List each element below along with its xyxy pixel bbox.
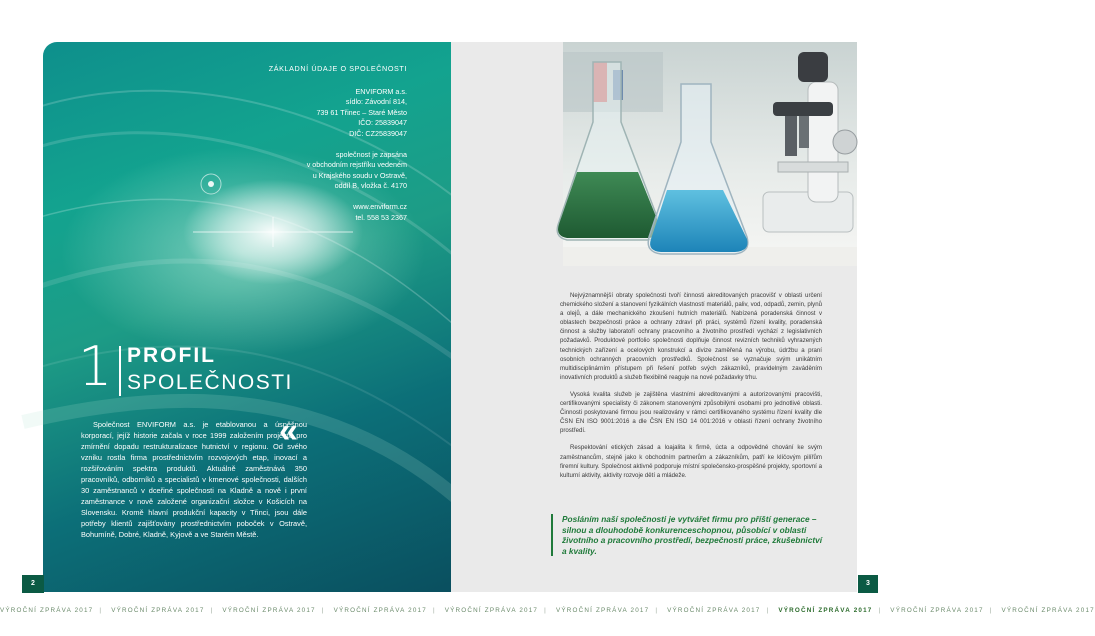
mission-statement: Posláním naší společnosti je vytvářet firmu pro příští generace – silnou a dlouhodobě konkurenceschopnou, působící v oblasti životního a pracovního prostředí, bezpečnosti práce, zkušebnictví a kvality. [551, 514, 824, 556]
registry-line: v obchodním rejstříku vedeném [306, 160, 407, 170]
company-city: 739 61 Třinec – Staré Město [316, 107, 407, 117]
footer-label: VÝROČNÍ ZPRÁVA 2017 [111, 607, 205, 614]
chapter-title-divider [119, 346, 121, 396]
page-number-right: 3 [858, 575, 878, 593]
footer-label: VÝROČNÍ ZPRÁVA 2017 [444, 607, 539, 614]
intro-paragraph: Společnost ENVIFORM a.s. je etablovanou a úspěšnou korporací, jejíž historie začala v roce 1999 založením projektu pro zmírnění dopadu restrukturalizace hutnictví v regionu. Od svého vzniku rostla firma prostřednictvím rozvojových etap, inovací a rozšiřováním spektra produktů. Aktuálně zaměstnává 350 pracovníků, odborníků a specialistů v kmenové společnosti, dalších 30 zaměstnanců v dceřiné společnosti na Kladně a nově i první zaměstnance v nově založené organizační složce v Košicích na Slovensku. Kromě hlavní produkční kapacity v Třinci, jsou dále potřeby klientů zajišťovány prostřednictvím poboček v Ostravě, Bohumíně, Dobré, Kladně, Kyjově a ve Starém Městě. [81, 420, 307, 539]
chapter-title-line1: PROFIL [127, 344, 216, 367]
company-info [207, 64, 407, 223]
body-paragraph: Vysoká kvalita služeb je zajištěna vlastními akreditovanými a autorizovanými pracovišti, certifikovanými specialisty či zákonem stanovenými způsobilými osobami pro jednotlivé oblasti. Činnosti poskytované firmou jsou realizovány v rámci certifikovaného systému řízení kvality dle ČSN EN ISO 9001:2016 a dle ČSN EN ISO 14 001:2016 v oblasti řízení ochrany životního prostředí. [560, 390, 822, 435]
company-address: sídlo: Závodní 814, [345, 97, 407, 107]
footer-label: VÝROČNÍ ZPRÁVA 2017 [555, 607, 650, 614]
footer-label: VÝROČNÍ ZPRÁVA 2017 [222, 607, 316, 614]
chapter-title-line2: SPOLEČNOSTI [127, 371, 293, 394]
footer-label: VÝROČNÍ ZPRÁVA 2017 [890, 607, 984, 614]
laboratory-photo [563, 42, 857, 266]
registry-line: společnost je zapsána [335, 149, 407, 159]
registry-line: oddíl B, vložka č. 4170 [334, 181, 407, 191]
company-dic: DIČ: CZ25839047 [349, 128, 407, 138]
footer-strip: VÝROČNÍ ZPRÁVA 2017 | VÝROČNÍ ZPRÁVA 2017 | VÝROČNÍ ZPRÁVA 2017 | VÝROČNÍ ZPRÁVA 2017 | VÝROČNÍ ZPRÁVA 2017 | VÝROČNÍ ZPRÁVA 2017 | VÝROČNÍ ZPRÁVA 2017 | VÝROČNÍ ZPRÁVA 2017 | VÝROČNÍ ZPRÁVA 2017 | VÝROČNÍ ZPRÁVA 2017 [0, 607, 1095, 614]
chapter-number: 1 [78, 335, 113, 398]
footer-label: VÝROČNÍ ZPRÁVA 2017 [667, 607, 761, 614]
phone-number: tel. 558 53 2367 [355, 212, 407, 222]
website-link[interactable]: www.enviform.cz [353, 201, 407, 211]
footer-label: VÝROČNÍ ZPRÁVA 2017 [333, 607, 427, 614]
flask-microscope-image [563, 42, 857, 266]
chapter-title [127, 342, 293, 396]
footer-label: VÝROČNÍ ZPRÁVA 2017 [1001, 607, 1095, 614]
registry-line: u Krajského soudu v Ostravě, [312, 170, 407, 180]
body-paragraph: Nejvýznamnější obraty společnosti tvoří činnosti akreditovaných pracovišť v oblasti určení chemického složení a stanovení fyzikálních vlastností materiálů, paliv, vod, odpadů, zemin, plynů a olejů, a dále mechanického zkoušení hutních materiálů. Nabízená poradenská činnost v oblastech bezpečnosti práce a ochrany zdraví při práci, systémů řízení kvality, poradenská činnost a služby laboratoří ochrany pracovního a životního prostředí vychází z legislativních požadavků. Produktové portfolio společnosti doplňuje činnost revizních techniků vyhrazených technických zařízení a ocelových konstrukcí a divize zaměřená na výrobu, údržbu a praní osobních ochranných pracovních prostředků. Společnost se vyznačuje svým unikátním multidisciplinárním přístupem při řešení potřeb svých zákazníků, pravidelným zaváděním inovativních produktů a služeb flexibilně reaguje na nové požadavky trhu. [560, 292, 822, 381]
footer-label: VÝROČNÍ ZPRÁVA 2017 [0, 607, 94, 614]
footer-label-highlighted: VÝROČNÍ ZPRÁVA 2017 [778, 607, 873, 614]
page-number-left: 2 [22, 575, 44, 593]
body-text [560, 291, 822, 488]
company-info-heading: ZÁKLADNÍ ÚDAJE O SPOLEČNOSTI [268, 64, 407, 73]
company-ico: IČO: 25839047 [358, 118, 407, 128]
company-name: ENVIFORM a.s. [355, 86, 407, 96]
left-page [43, 42, 451, 592]
body-paragraph: Respektování etických zásad a loajalita k firmě, úcta a odpovědné chování ke svým zaměstnancům, stejně jako k obchodním partnerům a zákazníkům, patří ke klíčovým pilířům firemní kultury. Společnost aktivně podporuje místní společensko-prospěšné projekty, sportovní a kulturní aktivity, aktivity rozvoje dětí a mládeže. [560, 444, 822, 479]
double-chevron-left-icon: « [279, 412, 292, 450]
